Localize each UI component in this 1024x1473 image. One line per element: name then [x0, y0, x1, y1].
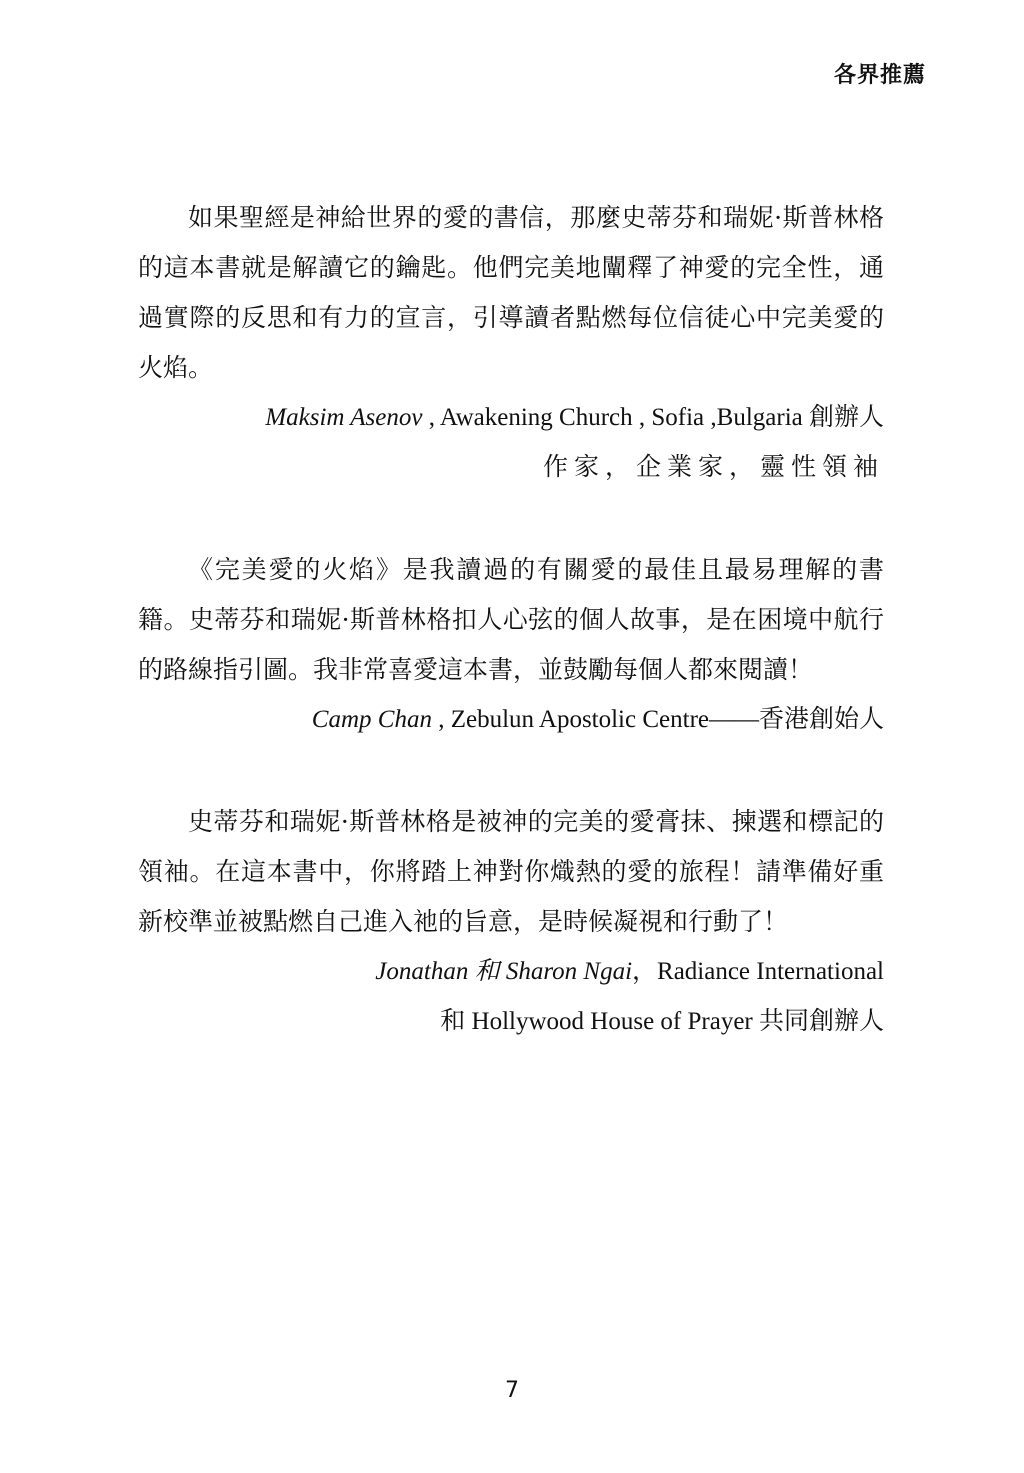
endorser-affiliation: , Awakening Church , Sofia ,Bulgaria 創辦人 [422, 404, 884, 431]
endorsement-2 [138, 545, 884, 745]
endorser-name: Jonathan 和 Sharon Ngai [375, 958, 633, 985]
endorser-roles: 作家，企業家，靈性領袖 [542, 454, 884, 481]
endorser-affiliation-line2: 和 Hollywood House of Prayer 共同創辦人 [440, 1008, 884, 1035]
endorser-affiliation: , Zebulun Apostolic Centre——香港創始人 [431, 706, 884, 733]
endorser-name: Maksim Asenov [265, 404, 423, 431]
endorsement-text: 如果聖經是神給世界的愛的書信，那麼史蒂芬和瑞妮·斯普林格的這本書就是解讀它的鑰匙。他們完美地闡釋了神愛的完全性，通過實際的反思和有力的宣言，引導讀者點燃每位信徒心中完美愛的火焰。 [138, 203, 884, 382]
endorsement-attribution [138, 695, 884, 745]
endorser-name: Camp Chan [311, 706, 432, 733]
endorser-affiliation: ，Radiance International [632, 958, 884, 985]
endorsement-3 [138, 797, 884, 1047]
page-number: 7 [505, 1378, 519, 1403]
endorsement-attribution [138, 947, 884, 997]
endorsement-attribution [138, 393, 884, 443]
section-header: 各界推薦 [833, 63, 926, 88]
endorsements-list [138, 193, 884, 1099]
endorsement-text: 史蒂芬和瑞妮·斯普林格是被神的完美的愛膏抹、揀選和標記的領袖。在這本書中，你將踏上神對你熾熱的愛的旅程！請準備好重新校準並被點燃自己進入祂的旨意，是時候凝視和行動了！ [138, 807, 884, 936]
endorsement-1 [138, 193, 884, 493]
endorsement-text: 《完美愛的火焰》是我讀過的有關愛的最佳且最易理解的書籍。史蒂芬和瑞妮·斯普林格扣人心弦的個人故事，是在困境中航行的路線指引圖。我非常喜愛這本書，並鼓勵每個人都來閱讀！ [138, 555, 884, 684]
